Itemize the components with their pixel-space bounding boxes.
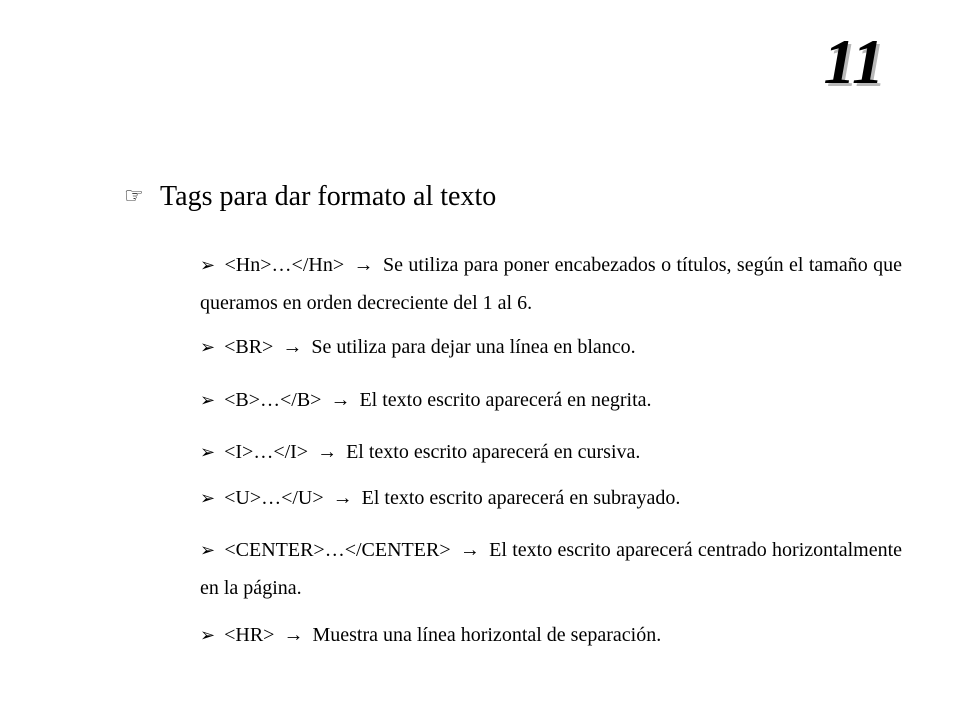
list-item-b bbox=[200, 381, 902, 419]
tag-name: <I>…</I> bbox=[224, 441, 309, 463]
tag-description: El texto escrito aparecerá en negrita. bbox=[359, 389, 652, 411]
arrow-bullet-icon: ➢ bbox=[200, 442, 216, 462]
tag-name: <CENTER>…</CENTER> bbox=[224, 539, 451, 561]
list-item-br bbox=[200, 328, 902, 366]
section-heading bbox=[124, 178, 496, 215]
tag-description: Se utiliza para dejar una línea en blanco. bbox=[311, 336, 636, 358]
right-arrow-icon: → bbox=[283, 624, 304, 646]
arrow-bullet-icon: ➢ bbox=[200, 540, 216, 560]
list-item-hr bbox=[200, 616, 902, 654]
right-arrow-icon: → bbox=[332, 487, 353, 509]
slide-number: 11 bbox=[823, 26, 884, 97]
tag-description: El texto escrito aparecerá en subrayado. bbox=[361, 487, 681, 509]
tag-name: <B>…</B> bbox=[224, 389, 322, 411]
list-item-i bbox=[200, 433, 902, 471]
tag-name: <HR> bbox=[224, 624, 275, 646]
tag-description: El texto escrito aparecerá centrado horizontalmente en la página. bbox=[200, 539, 903, 599]
tag-description: Muestra una línea horizontal de separación. bbox=[312, 624, 662, 646]
right-arrow-icon: → bbox=[317, 441, 338, 463]
right-arrow-icon: → bbox=[330, 389, 351, 411]
arrow-bullet-icon: ➢ bbox=[200, 625, 216, 645]
tag-description: Se utiliza para poner encabezados o títulos, según el tamaño que queramos en orden decreciente del 1 al 6. bbox=[200, 254, 903, 314]
list-item-center bbox=[200, 531, 902, 607]
tag-description: El texto escrito aparecerá en cursiva. bbox=[346, 441, 641, 463]
list-item-u bbox=[200, 479, 902, 517]
arrow-bullet-icon: ➢ bbox=[200, 337, 216, 357]
arrow-bullet-icon: ➢ bbox=[200, 255, 216, 275]
right-arrow-icon: → bbox=[459, 539, 480, 561]
pointing-hand-icon: ☞ bbox=[124, 183, 144, 208]
arrow-bullet-icon: ➢ bbox=[200, 488, 216, 508]
right-arrow-icon: → bbox=[353, 254, 374, 276]
tag-name: <BR> bbox=[224, 336, 274, 358]
arrow-bullet-icon: ➢ bbox=[200, 390, 216, 410]
section-title: Tags para dar formato al texto bbox=[160, 181, 497, 212]
tag-name: <Hn>…</Hn> bbox=[224, 254, 345, 276]
list-item-hn bbox=[200, 246, 902, 322]
right-arrow-icon: → bbox=[282, 336, 303, 358]
tag-name: <U>…</U> bbox=[224, 487, 324, 509]
